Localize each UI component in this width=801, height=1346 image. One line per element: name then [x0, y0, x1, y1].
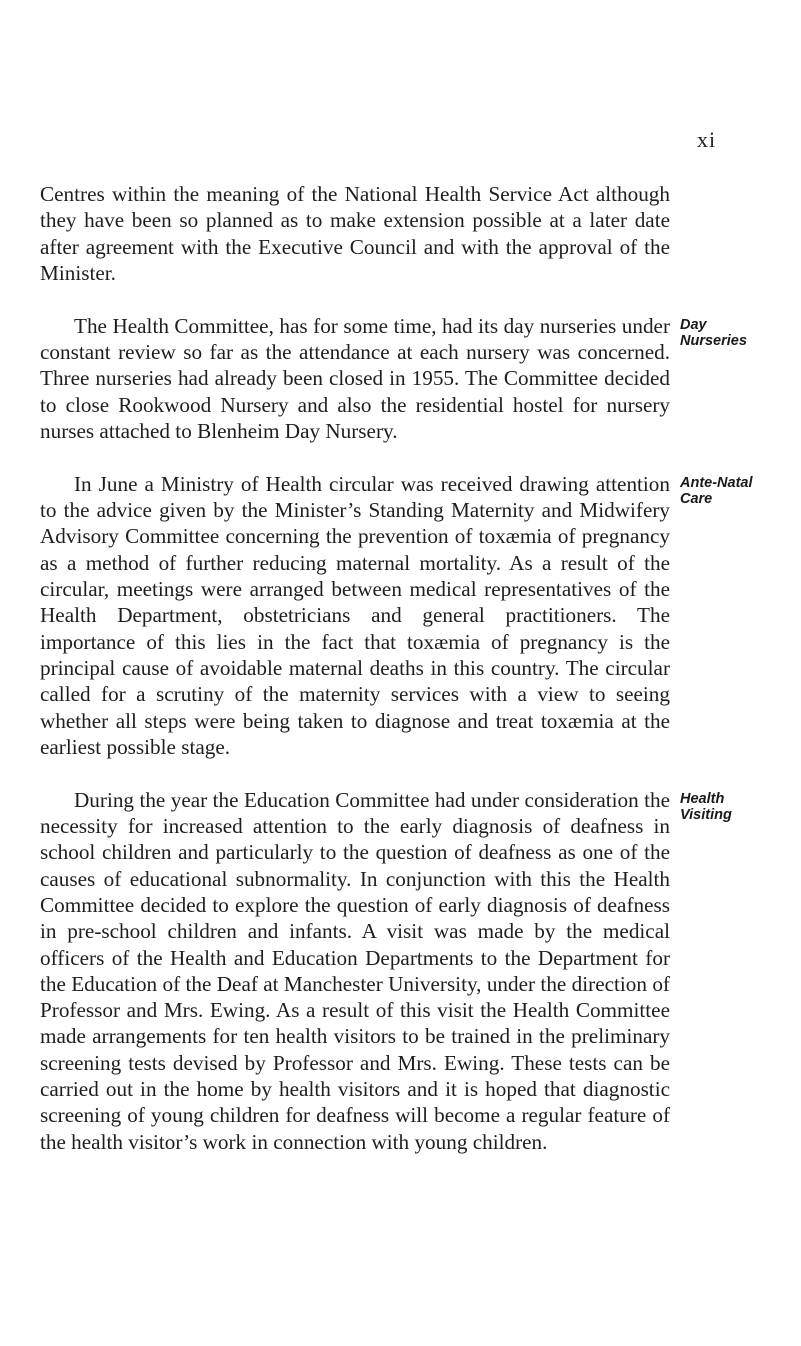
margin-heading-ante-natal-care: Ante-Natal Care [680, 474, 753, 507]
page-number: xi [697, 127, 717, 152]
paragraph-centres [40, 181, 670, 286]
paragraph-text: The Health Committee, has for some time, had its day nurseries under constant review so far as the attendance at each nursery was concerned. Three nurseries had already been closed in 1955. The Committee decided to close Rookwood Nursery and also the residential hostel for nursery nurses attached to Blenheim Day Nursery. [40, 313, 670, 443]
margin-heading-health-visiting: Health Visiting [680, 790, 732, 823]
paragraph-day-nurseries [40, 313, 747, 444]
paragraph-text: During the year the Education Committee had under consideration the necessity for increased attention to the early diagnosis of deafness in school children and particularly to the question of deafness as one of the causes of educational subnormality. In conjunction with this the Health Committee decided to explore the question of early diagnosis of deafness in pre-school children and infants. A visit was made by the medical officers of the Health and Education Departments to the Department for the Education of the Deaf at Manchester University, under the direction of Professor and Mrs. Ewing. As a result of this visit the Health Committee made arrangements for ten health visitors to be trained in the preliminary screening tests devised by Professor and Mrs. Ewing. These tests can be carried out in the home by health visitors and it is hoped that diagnostic screening of young children for deafness will become a regular feature of the health visitor’s work in connection with young children. [40, 787, 670, 1154]
paragraph-ante-natal-care [40, 471, 753, 760]
paragraph-text: In June a Ministry of Health circular was received drawing attention to the advice given by the Minister’s Standing Maternity and Midwifery Advisory Committee concerning the prevention of toxæmia of pregnancy as a method of further reducing maternal mortality. As a result of the circular, meetings were arranged between medical representatives of the Health Department, obstetricians and general practitioners. The importance of this lies in the fact that toxæmia of pregnancy is the principal cause of avoidable maternal deaths in this country. The circular called for a scrutiny of the maternity services with a view to seeing whether all steps were being taken to diagnose and treat toxæmia at the earliest possible stage. [40, 471, 670, 759]
paragraph-health-visiting [40, 787, 732, 1155]
paragraph-text: Centres within the meaning of the National Health Service Act although they have been so planned as to make extension possible at a later date after agreement with the Executive Council and with the approval of the Minister. [40, 182, 670, 285]
body-text [40, 181, 753, 1181]
margin-heading-day-nurseries: Day Nurseries [680, 316, 747, 349]
